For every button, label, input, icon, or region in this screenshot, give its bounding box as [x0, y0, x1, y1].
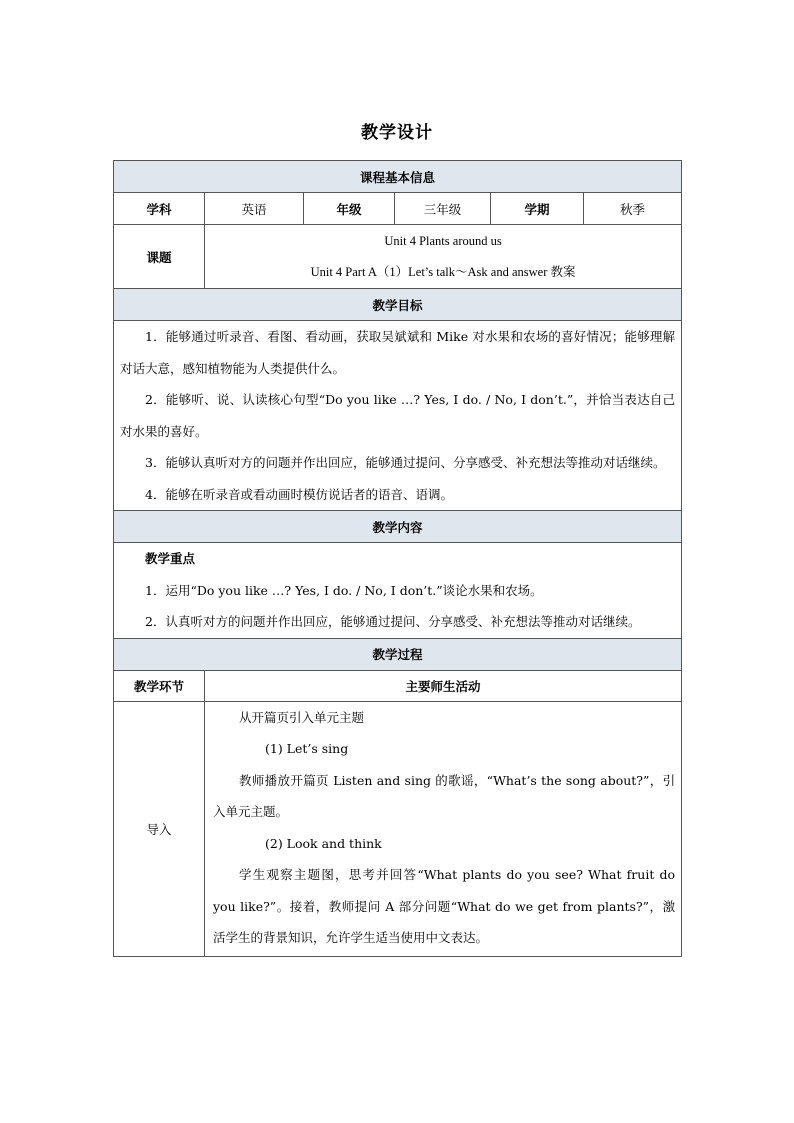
objectives-body: [114, 321, 682, 511]
objective-item: 2．能够听、说、认读核心句型“Do you like …? Yes, I do. / No, I don’t.”，并恰当表达自己对水果的喜好。: [120, 392, 676, 439]
process-stage-column-header: 教学环节: [114, 670, 205, 701]
activity-line: 从开篇页引入单元主题: [239, 709, 365, 725]
objective-item: 3．能够认真听对方的问题并作出回应，能够通过提问、分享感受、补充想法等推动对话继续。: [145, 455, 666, 470]
activity-line: 教师播放开篇页 Listen and sing 的歌谣，“What’s the song about?”，引入单元主题。: [213, 772, 676, 819]
topic-value: [205, 225, 682, 289]
topic-line-2: Unit 4 Part A（1）Let’s talk～Ask and answer 教案: [310, 264, 576, 279]
grade-label: 年级: [304, 193, 395, 225]
grade-value: 三年级: [395, 193, 491, 225]
objective-item: 4．能够在听录音或看动画时模仿说话者的语音、语调。: [145, 486, 453, 502]
process-activity-column-header: 主要师生活动: [205, 670, 682, 701]
objectives-header: 教学目标: [114, 289, 682, 321]
key-points-label: 教学重点: [145, 551, 196, 566]
subject-value: 英语: [205, 193, 304, 225]
document-title: 教学设计: [361, 123, 433, 143]
key-point-item: 2．认真听对方的问题并作出回应，能够通过提问、分享感受、补充想法等推动对话继续。: [145, 614, 641, 629]
process-stage: 导入: [114, 701, 205, 956]
activity-line: (1) Let’s sing: [265, 741, 349, 756]
topic-line-1: Unit 4 Plants around us: [384, 233, 502, 248]
process-header: 教学过程: [114, 638, 682, 670]
term-label: 学期: [491, 193, 584, 225]
topic-label: 课题: [114, 225, 205, 289]
basic-info-header: 课程基本信息: [114, 161, 682, 193]
lesson-plan-table: [113, 160, 682, 957]
process-activities: [205, 701, 682, 956]
term-value: 秋季: [584, 193, 682, 225]
content-body: [114, 543, 682, 639]
activity-line: (2) Look and think: [265, 835, 382, 851]
subject-label: 学科: [114, 193, 205, 225]
content-header: 教学内容: [114, 511, 682, 543]
key-point-item: 1．运用“Do you like …? Yes, I do. / No, I don’t.”谈论水果和农场。: [145, 582, 543, 598]
activity-line: 学生观察主题图，思考并回答“What plants do you see? What fruit do you like?”。接着，教师提问 A 部分问题“What do we get from plants?”，激活学生的背景知识，允许学生适当使用中文表达。: [213, 867, 676, 945]
objective-item: 1．能够通过听录音、看图、看动画，获取吴斌斌和 Mike 对水果和农场的喜好情况；能够理解对话大意，感知植物能为人类提供什么。: [120, 329, 676, 376]
